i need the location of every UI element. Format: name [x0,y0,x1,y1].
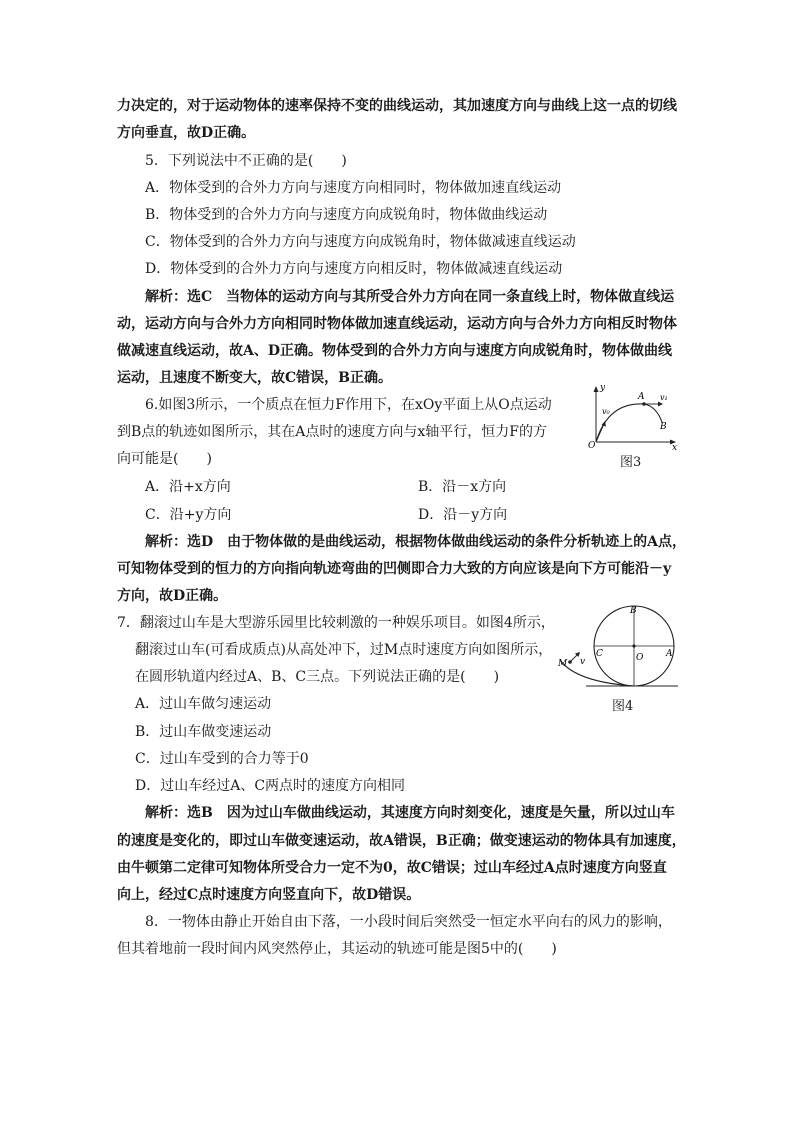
label-b: B [660,422,667,432]
intro-line-2: 方向垂直，故D正确。 [117,125,256,141]
q8-stem-1: 8．一物体由静止开始自由下落，一小段时间后突然受一恒定水平向右的风力的影响， [145,914,672,930]
label-v1: v₁ [660,393,668,402]
q6-stem-1: 6.如图3所示，一个质点在恒力F作用下，在xOy平面上从O点运动 [145,397,552,413]
label-x: x [672,443,678,450]
figure-4-caption: 图4 [612,699,634,714]
q5-option-a: A．物体受到的合外力方向与速度方向相同时，物体做加速直线运动 [145,180,562,196]
q5-analysis-2: 动，运动方向与合外力方向相同时物体做加速直线运动，运动方向与合外力方向相反时物体 [117,316,677,332]
q7-stem-3: 在圆形轨道内经过A、B、C三点。下列说法正确的是( ) [135,669,500,685]
label-a: A [638,392,645,402]
q7-option-d: D．过山车经过A、C两点时的速度方向相同 [135,778,406,794]
q7-stem-1: 7．翻滚过山车是大型游乐园里比较刺激的一种娱乐项目。如图4所示， [117,615,555,631]
figure-3-caption: 图3 [620,455,642,470]
q7-analysis-1: 解析：选B 因为过山车做曲线运动，其速度方向时刻变化，速度是矢量，所以过山车 [145,805,675,821]
label-o: O [636,653,644,663]
q6-stem-3: 向可能是( ) [117,451,212,467]
approach-track [560,660,634,686]
q6-option-c: C．沿+y方向 [145,507,232,523]
q7-analysis-3: 由牛顿第二定律可知物体所受合力一定不为0，故C错误；过山车经过A点时速度方向竖直 [117,860,667,876]
y-axis-arrow-icon [594,386,599,392]
figure-4-diagram [556,604,686,690]
q6-option-b: B．沿－x方向 [418,479,507,495]
label-o: O [588,441,596,450]
q8-stem-2: 但其着地前一段时间内风突然停止，其运动的轨迹可能是图5中的( ) [117,941,557,957]
q5-analysis-1: 解析：选C 当物体的运动方向与其所受合外力方向在同一条直线上时，物体做直线运 [145,289,675,305]
q7-option-a: A．过山车做匀速运动 [135,696,272,712]
label-c: C [596,649,603,659]
q5-analysis-3: 做减速直线运动，故A、D正确。物体受到的合外力方向与速度方向成锐角时，物体做曲线 [117,343,673,359]
v1-arrow-icon [658,402,663,407]
label-m: M [558,659,568,669]
figure-3-diagram [586,380,682,450]
label-v0: v₀ [602,407,610,416]
label-b: B [630,606,637,616]
v0-vector [596,424,604,442]
q6-option-a: A．沿+x方向 [145,479,231,495]
q7-analysis-4: 向上，经过C点时速度方向竖直向下，故D错误。 [117,887,421,903]
q5-option-b: B．物体受到的合外力方向与速度方向成锐角时，物体做曲线运动 [145,207,548,223]
q6-option-d: D．沿－y方向 [418,507,508,523]
label-v: v [580,657,586,667]
q7-stem-2: 翻滚过山车(可看成质点)从高处冲下，过M点时速度方向如图所示， [135,642,553,658]
q5-option-c: C．物体受到的合外力方向与速度方向成锐角时，物体做减速直线运动 [145,234,576,250]
label-y: y [600,383,606,393]
intro-line-1: 力决定的，对于运动物体的速率保持不变的曲线运动，其加速度方向与曲线上这一点的切线 [117,98,677,114]
label-a: A [666,649,673,659]
q7-analysis-2: 的速度是变化的，即过山车做变速运动，故A错误，B正确；做变速运动的物体具有加速度， [117,833,686,849]
center-dot [632,644,635,647]
q5-stem: 5．下列说法中不正确的是( ) [145,153,347,169]
q6-analysis-3: 方向，故D正确。 [117,588,228,604]
q6-analysis-1: 解析：选D 由于物体做的是曲线运动，根据物体做曲线运动的条件分析轨迹上的A点， [145,534,687,550]
q5-option-d: D．物体受到的合外力方向与速度方向相反时，物体做减速直线运动 [145,261,563,277]
q5-analysis-4: 运动，且速度不断变大，故C错误，B正确。 [117,370,392,386]
q6-analysis-2: 可知物体受到的恒力的方向指向轨迹弯曲的凹侧即合力大致的方向应该是向下方可能沿－y [117,561,672,577]
q7-option-b: B．过山车做变速运动 [135,724,272,740]
q6-stem-2: 到B点的轨迹如图所示，其在A点时的速度方向与x轴平行，恒力F的方 [117,424,548,440]
q7-option-c: C．过山车受到的合力等于0 [135,751,309,767]
